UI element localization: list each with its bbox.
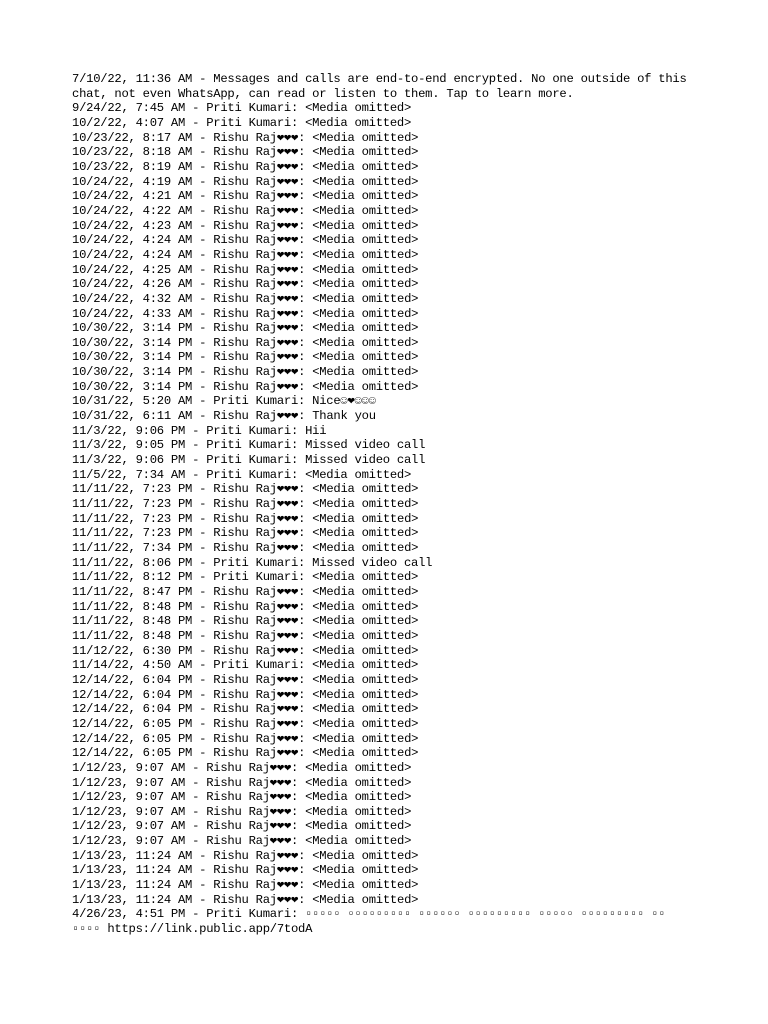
chat-line: 4/26/23, 4:51 PM - Priti Kumari: ▫▫▫▫▫ ▫▫▫▫▫▫▫▫▫ ▫▫▫▫▫▫ ▫▫▫▫▫▫▫▫▫ ▫▫▫▫▫ ▫▫▫▫▫▫▫▫▫ ▫▫ ▫▫▫▫ https://link.public.app/7todA — [72, 907, 673, 937]
chat-line: 10/30/22, 3:14 PM - Rishu Raj❤❤❤: <Media omitted> — [72, 350, 419, 365]
chat-line: 12/14/22, 6:05 PM - Rishu Raj❤❤❤: <Media omitted> — [72, 716, 419, 731]
chat-line: 1/12/23, 9:07 AM - Rishu Raj❤❤❤: <Media omitted> — [72, 804, 412, 819]
chat-line: 10/24/22, 4:21 AM - Rishu Raj❤❤❤: <Media omitted> — [72, 189, 419, 204]
chat-line: 1/12/23, 9:07 AM - Rishu Raj❤❤❤: <Media omitted> — [72, 775, 412, 790]
chat-line: 11/11/22, 7:23 PM - Rishu Raj❤❤❤: <Media omitted> — [72, 511, 419, 526]
chat-line: 10/24/22, 4:25 AM - Rishu Raj❤❤❤: <Media omitted> — [72, 262, 419, 277]
chat-line: 10/24/22, 4:24 AM - Rishu Raj❤❤❤: <Media omitted> — [72, 247, 419, 262]
chat-line: 7/10/22, 11:36 AM - Messages and calls are end-to-end encrypted. No one outside of this chat, not even WhatsApp, can read or listen to them. Tap to learn more. — [72, 72, 694, 101]
chat-line: 11/11/22, 7:23 PM - Rishu Raj❤❤❤: <Media omitted> — [72, 497, 419, 512]
chat-line: 12/14/22, 6:04 PM - Rishu Raj❤❤❤: <Media omitted> — [72, 672, 419, 687]
chat-line: 11/3/22, 9:05 PM - Priti Kumari: Missed video call — [72, 438, 426, 453]
chat-line: 10/30/22, 3:14 PM - Rishu Raj❤❤❤: <Media omitted> — [72, 335, 419, 350]
chat-line: 10/24/22, 4:24 AM - Rishu Raj❤❤❤: <Media omitted> — [72, 233, 419, 248]
chat-line: 10/24/22, 4:19 AM - Rishu Raj❤❤❤: <Media omitted> — [72, 174, 419, 189]
chat-line: 11/12/22, 6:30 PM - Rishu Raj❤❤❤: <Media omitted> — [72, 643, 419, 658]
chat-line: 11/3/22, 9:06 PM - Priti Kumari: Hii — [72, 423, 327, 438]
chat-line: 11/14/22, 4:50 AM - Priti Kumari: <Media omitted> — [72, 658, 419, 673]
chat-line: 11/11/22, 8:48 PM - Rishu Raj❤❤❤: <Media omitted> — [72, 599, 419, 614]
chat-line: 1/12/23, 9:07 AM - Rishu Raj❤❤❤: <Media omitted> — [72, 790, 412, 805]
chat-line: 10/30/22, 3:14 PM - Rishu Raj❤❤❤: <Media omitted> — [72, 365, 419, 380]
chat-line: 9/24/22, 7:45 AM - Priti Kumari: <Media omitted> — [72, 101, 412, 116]
chat-line: 1/12/23, 9:07 AM - Rishu Raj❤❤❤: <Media omitted> — [72, 819, 412, 834]
chat-line: 11/11/22, 7:34 PM - Rishu Raj❤❤❤: <Media omitted> — [72, 541, 419, 555]
chat-line: 11/11/22, 8:12 PM - Priti Kumari: <Media omitted> — [72, 570, 419, 585]
chat-export-text — [72, 72, 696, 937]
chat-line: 1/13/23, 11:24 AM - Rishu Raj❤❤❤: <Media omitted> — [72, 892, 419, 907]
chat-line: 1/13/23, 11:24 AM - Rishu Raj❤❤❤: <Media omitted> — [72, 878, 419, 893]
chat-line: 12/14/22, 6:04 PM - Rishu Raj❤❤❤: <Media omitted> — [72, 687, 419, 702]
chat-line: 1/13/23, 11:24 AM - Rishu Raj❤❤❤: <Media omitted> — [72, 848, 419, 863]
chat-line: 10/24/22, 4:33 AM - Rishu Raj❤❤❤: <Media omitted> — [72, 306, 419, 321]
chat-line: 11/11/22, 8:48 PM - Rishu Raj❤❤❤: <Media omitted> — [72, 628, 419, 643]
chat-line: 12/14/22, 6:05 PM - Rishu Raj❤❤❤: <Media omitted> — [72, 746, 419, 761]
chat-line: 10/24/22, 4:23 AM - Rishu Raj❤❤❤: <Media omitted> — [72, 218, 419, 233]
chat-line: 10/24/22, 4:26 AM - Rishu Raj❤❤❤: <Media omitted> — [72, 277, 419, 292]
chat-line: 11/5/22, 7:34 AM - Priti Kumari: <Media omitted> — [72, 467, 412, 482]
chat-line: 12/14/22, 6:04 PM - Rishu Raj❤❤❤: <Media omitted> — [72, 702, 419, 717]
chat-line: 10/24/22, 4:32 AM - Rishu Raj❤❤❤: <Media omitted> — [72, 291, 419, 306]
chat-line: 10/23/22, 8:18 AM - Rishu Raj❤❤❤: <Media omitted> — [72, 145, 419, 160]
chat-line: 10/31/22, 6:11 AM - Rishu Raj❤❤❤: Thank you — [72, 409, 376, 424]
chat-line: 10/23/22, 8:19 AM - Rishu Raj❤❤❤: <Media omitted> — [72, 159, 419, 174]
chat-line: 10/24/22, 4:22 AM - Rishu Raj❤❤❤: <Media omitted> — [72, 203, 419, 218]
chat-line: 12/14/22, 6:05 PM - Rishu Raj❤❤❤: <Media omitted> — [72, 731, 419, 746]
chat-line: 1/12/23, 9:07 AM - Rishu Raj❤❤❤: <Media omitted> — [72, 760, 412, 775]
chat-line: 10/31/22, 5:20 AM - Priti Kumari: Nice☺❤☺☺☺ — [72, 394, 376, 409]
chat-line: 10/2/22, 4:07 AM - Priti Kumari: <Media omitted> — [72, 115, 412, 130]
chat-line: 11/11/22, 7:23 PM - Rishu Raj❤❤❤: <Media omitted> — [72, 482, 419, 497]
chat-line: 11/11/22, 8:06 PM - Priti Kumari: Missed video call — [72, 555, 433, 570]
chat-line: 1/12/23, 9:07 AM - Rishu Raj❤❤❤: <Media omitted> — [72, 834, 412, 849]
chat-line: 10/30/22, 3:14 PM - Rishu Raj❤❤❤: <Media omitted> — [72, 321, 419, 336]
chat-line: 11/11/22, 8:48 PM - Rishu Raj❤❤❤: <Media omitted> — [72, 614, 419, 629]
chat-line: 11/3/22, 9:06 PM - Priti Kumari: Missed video call — [72, 453, 426, 468]
chat-line: 1/13/23, 11:24 AM - Rishu Raj❤❤❤: <Media omitted> — [72, 863, 419, 878]
chat-line: 11/11/22, 7:23 PM - Rishu Raj❤❤❤: <Media omitted> — [72, 526, 419, 541]
chat-line: 11/11/22, 8:47 PM - Rishu Raj❤❤❤: <Media omitted> — [72, 584, 419, 599]
chat-line: 10/23/22, 8:17 AM - Rishu Raj❤❤❤: <Media omitted> — [72, 130, 419, 145]
chat-line: 10/30/22, 3:14 PM - Rishu Raj❤❤❤: <Media omitted> — [72, 379, 419, 394]
